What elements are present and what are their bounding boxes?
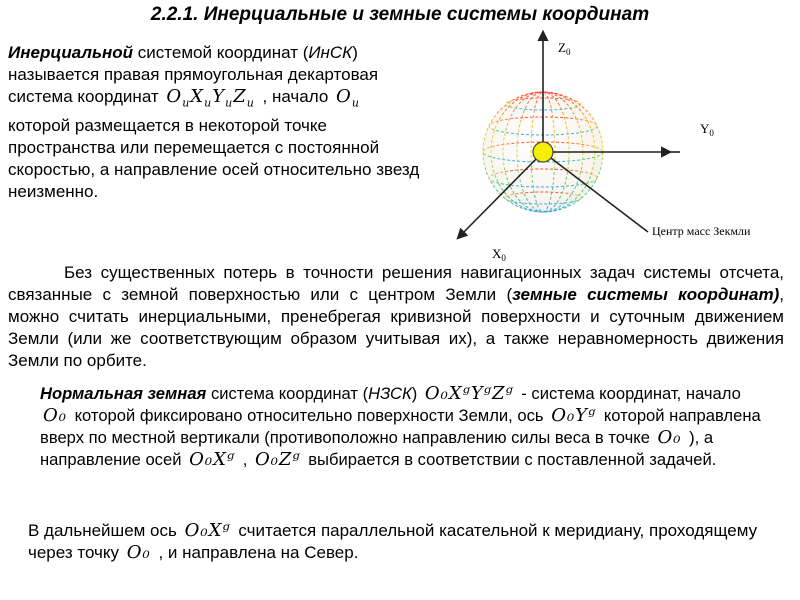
meridian-paragraph: [28, 520, 788, 564]
para2-text-2: , можно считать инерциальными, пренебрегая кривизной поверхности и суточным движением Земли (или же соответствующим образом учитывая их), а также неравномерность движения Земли по орбите.: [8, 285, 784, 370]
para4-text-1: В дальнейшем ось: [28, 521, 182, 540]
center-of-mass-marker: [533, 142, 553, 162]
x-axis-label: $X_0$: [492, 246, 506, 263]
y-axis-label: $Y_0$: [700, 121, 714, 138]
para3-text-4: которой фиксировано относительно поверхности Земли, ось: [69, 406, 549, 425]
page-title: 2.2.1. Инерциальные и земные системы координат: [150, 4, 650, 25]
ox-axis-symbol: O₀Xᵍ: [189, 449, 236, 470]
intro-text-1: системой координат (: [133, 43, 309, 62]
oz-axis-symbol: O₀Zᵍ: [254, 449, 301, 470]
intro-text-2: ) называется правая прямоугольная декартовая система координат: [8, 43, 379, 106]
normal-earth-system-paragraph: [40, 383, 770, 471]
para3-text-5: которой направлена вверх по местной вертикали (противоположно направлению силы веса в точке: [40, 406, 761, 447]
insk-formula: $O_uX_uY_uZ_u$: [166, 86, 255, 110]
point-symbol-2: O₀: [126, 542, 151, 563]
intro-text-3: , начало: [257, 87, 334, 106]
para3-text-6: ), а направление осей: [40, 428, 714, 469]
insk-origin-symbol: $O_u$: [336, 86, 360, 110]
nzsk-abbr: НЗСК: [368, 384, 412, 403]
insk-abbr: ИнСК: [308, 43, 353, 62]
nzsk-formula: O₀XᵍYᵍZᵍ: [424, 383, 514, 404]
para3-text-1: система координат (: [206, 384, 369, 403]
para3-text-2: ): [411, 384, 422, 403]
para3-text-8: выбирается в соответствии с поставленной задачей.: [303, 450, 717, 469]
earth-coordinate-diagram: [430, 20, 800, 270]
nzsk-origin-symbol: O₀: [43, 405, 67, 426]
ox-axis-symbol-2: O₀Xᵍ: [184, 520, 231, 541]
center-of-mass-label: Центр масс Зекмли: [652, 224, 751, 238]
para2-text-1: Без существенных потерь в точности решения навигационных задач системы отсчета, связанные с земной поверхностью или с центром Земли (: [8, 263, 784, 304]
para4-text-3: , и направлена на Север.: [153, 543, 359, 562]
oy-axis-symbol: O₀Yᵍ: [551, 405, 597, 426]
inertial-definition: [8, 42, 428, 203]
earth-systems-term: земные системы координат): [512, 285, 780, 304]
para3-text-7: ,: [238, 450, 252, 469]
para4-text-2: считается параллельной касательной к меридиану, проходящему через точку: [28, 521, 758, 562]
earth-systems-paragraph: [8, 262, 784, 372]
z-axis-label: $Z_0$: [558, 40, 571, 57]
point-symbol: O₀: [657, 427, 682, 448]
para3-text-3: - система координат, начало: [516, 384, 741, 403]
intro-text-4: которой размещается в некоторой точке пространства или перемещается с постоянной скоростью, а направление осей относительно звезд неизменно.: [8, 115, 420, 201]
normal-earth-term: Нормальная земная: [40, 384, 207, 403]
inertial-term: Инерциальной: [8, 43, 134, 62]
